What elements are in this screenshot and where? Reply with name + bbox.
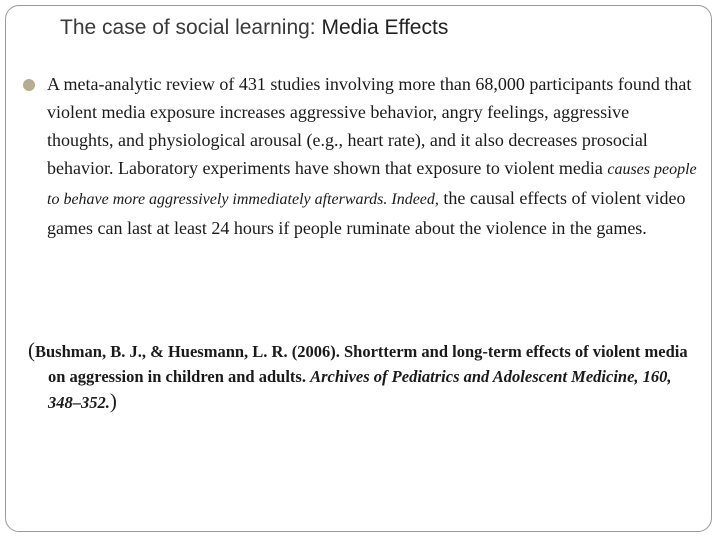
citation-open-paren: ( — [28, 338, 35, 362]
title-prefix: The case of social learning: — [60, 16, 322, 39]
bullet-paragraph — [47, 70, 697, 242]
title-emphasis: Media Effects — [321, 16, 449, 39]
citation-close-paren: ) — [109, 389, 117, 413]
bullet-marker-icon — [23, 79, 35, 91]
bullet-text-end: the causal effects of violent video games can last at least 24 hours if people ruminate about the violence in the games. — [47, 188, 686, 238]
citation-journal: Archives of Pediatrics and Adolescent Medicine, 160, 348–352. — [48, 367, 672, 412]
slide-title — [60, 16, 448, 40]
bullet-text-main: A meta-analytic review of 431 studies involving more than 68,000 participants found that violent media exposure increases aggressive behavior, angry feelings, aggressive thoughts, and physiological arousal (e.g., heart rate), and it also decreases prosocial behavior. Laboratory experiments have shown that exposure to violent media — [47, 74, 692, 178]
citation-paragraph — [28, 338, 700, 415]
bullet-text-italic: causes people to behave more aggressively immediately afterwards. Indeed, — [47, 161, 697, 208]
citation-text: Bushman, B. J., & Huesmann, L. R. (2006). Shortterm and long-term effects of violent media on aggression in children and adults. — [35, 342, 688, 386]
